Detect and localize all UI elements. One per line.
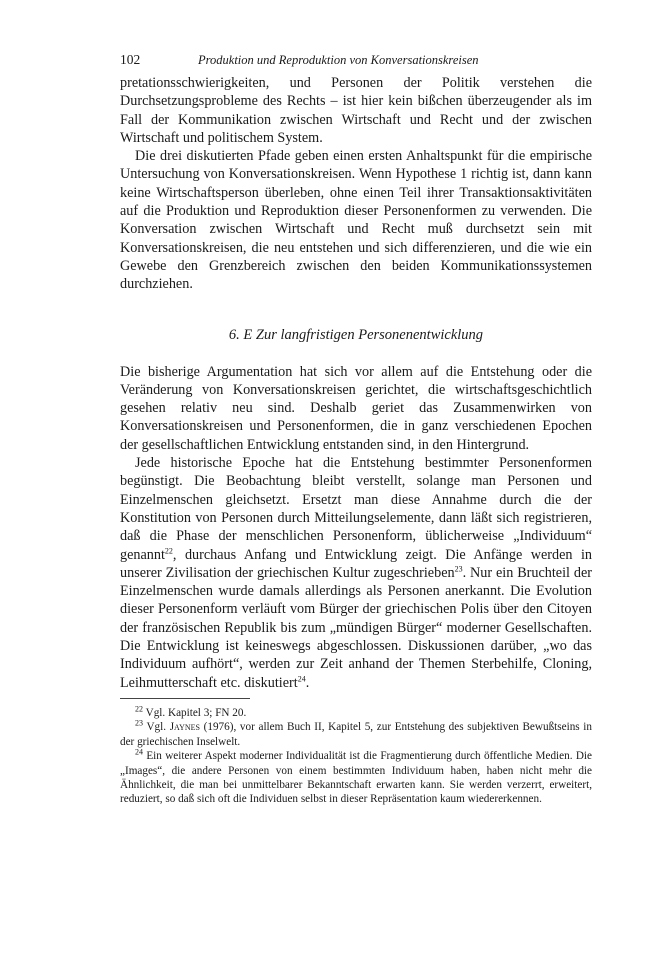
footnote-24 [120, 749, 592, 807]
footnote-rule [120, 698, 250, 699]
footnote-text: (1976), vor allem Buch II, Kapitel 5, zur Entstehung des subjektiven Bewußtseins in der griechischen Inselwelt. [120, 721, 593, 748]
page-number: 102 [120, 52, 141, 67]
footnote-text-prefix: Vgl. [146, 721, 170, 734]
book-page [120, 52, 592, 807]
footnote-ref-23[interactable]: 23 [454, 564, 463, 574]
footnote-text: Ein weiterer Aspekt moderner Individualität ist die Fragmentierung durch öffentliche Medien. Die „Images“, die andere Personen von einem bestimmten Individuum haben, haben nicht mehr die Ähnlichkeit, die man bei unmittelbarer Bekanntschaft erwarten kann. Sie werden verzerrt, erweitert, reduziert, so daß sich oft die Individuen selbst in dieser Repräsentation kaum wiedererkennen. [120, 750, 592, 806]
footnote-ref-22[interactable]: 22 [164, 545, 173, 555]
footnotes [120, 698, 592, 807]
paragraph-argumentation: Die bisherige Argumentation hat sich vor allem auf die Entstehung oder die Veränderung von Konversationskreisen gerichtet, die wirtschaftsgeschichtlich gesehen relativ neu sind. Deshalb geriet das Zusammenwirken von Konversationskreisen und Personenformen, die in ganz verschiedenen Epochen der gesellschaftlichen Entwicklung entstanden sind, in den Hintergrund. [120, 363, 592, 453]
section-body [120, 363, 592, 692]
footnote-author: Jaynes [169, 721, 200, 734]
running-head [120, 52, 592, 74]
footnote-23 [120, 720, 592, 749]
footnote-number: 24 [135, 747, 143, 757]
running-title: Produktion und Reproduktion von Konversationskreisen [198, 53, 479, 67]
body-top [120, 74, 592, 294]
text-run: . Nur ein Bruchteil der Einzelmenschen wurde damals allerdings als Personen anerkannt. Die Evolution dieser Personenform verläuft vom Bürger der griechischen Polis über den Citoyen der französischen Republik bis zum „mündigen Bürger“ moderner Gesellschaften. Die Entwicklung ist keineswegs abgeschlossen. Diskussionen darüber, „wo das Individuum aufhört“, werden zur Zeit anhand der Themen Sterbehilfe, Cloning, Leihmutterschaft etc. diskutiert [120, 564, 592, 691]
section-heading: 6. E Zur langfristigen Personenentwicklung [228, 326, 484, 343]
text-run: Jede historische Epoche hat die Entstehung bestimmter Personenformen begünstigt. Die Beobachtung bleibt verstellt, solange man Personen und Einzelmenschen gleichsetzt. Ersetzt man diese Annahme durch die der Konstitution von Personen durch Mitteilungselemente, dann läßt sich registrieren, daß die Phase der menschlichen Personenform, üblicherweise „Individuum“ genannt [120, 455, 592, 563]
footnote-22 [120, 706, 592, 720]
footnote-number: 22 [135, 704, 143, 714]
paragraph-pfade: Die drei diskutierten Pfade geben einen ersten Anhaltspunkt für die empirische Untersuchung von Konversationskreisen. Wenn Hypothese 1 richtig ist, dann kann keine Wirtschaftsperson überleben, ohne einen Teil ihrer Transaktionsaktivitäten auf die Produktion und Reproduktion dieser Personenformen zu verwenden. Die Konversation zwischen Wirtschaft und Recht muß durchsetzt sein mit Konversationskreisen, die neu entstehen und sich differenzieren, und die wie ein Gewebe den Grenzbereich zwischen den beiden Kommunikationssystemen durchziehen. [120, 148, 592, 293]
text-run: . [305, 674, 310, 691]
footnote-number: 23 [135, 718, 143, 728]
footnote-text: Vgl. Kapitel 3; FN 20. [145, 706, 247, 719]
paragraph-continued: pretationsschwierigkeiten, und Personen der Politik verstehen die Durchsetzungsprobleme des Rechts – ist hier kein bißchen überzeugender als im Fall der Kommunikation zwischen Wirtschaft und Recht und der zwischen Wirtschaft und politischem System. [120, 75, 592, 146]
paragraph-epoche [120, 454, 592, 692]
text-run: , durchaus Anfang und Entwicklung zeigt. Die Anfänge werden in unserer Zivilisation der griechischen Kultur zugeschrieben [120, 546, 592, 581]
footnote-ref-24[interactable]: 24 [297, 673, 306, 683]
